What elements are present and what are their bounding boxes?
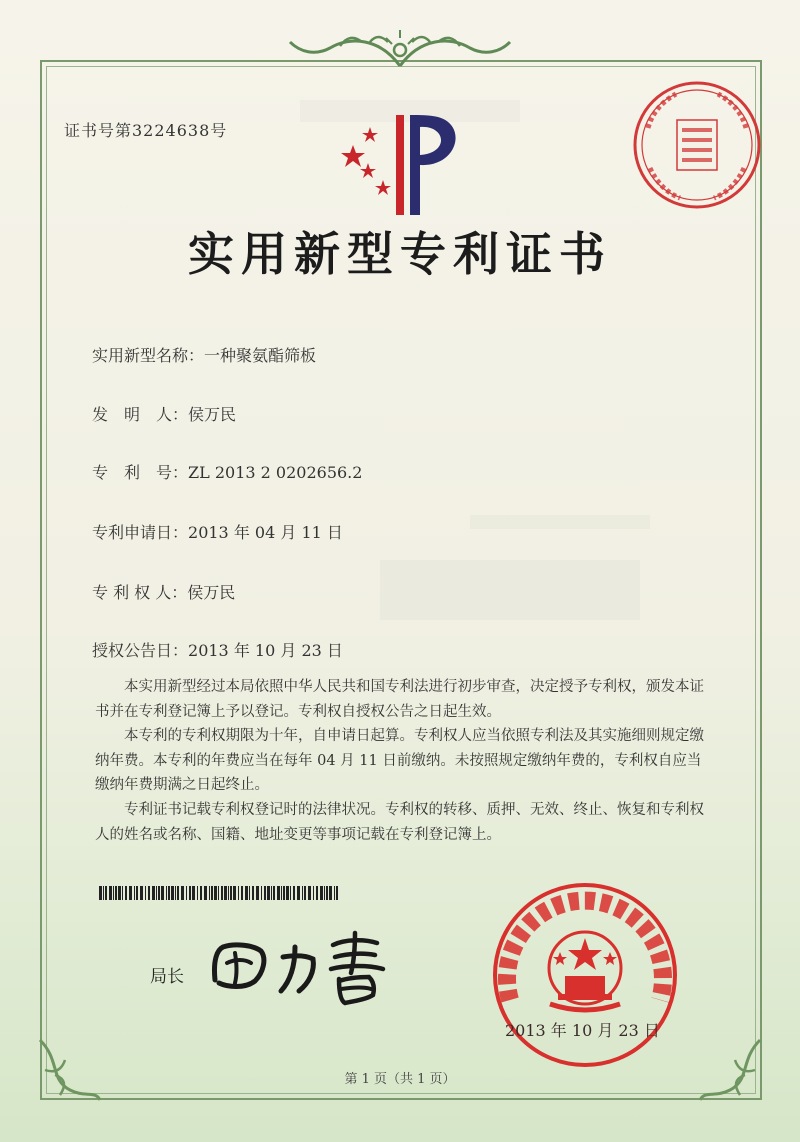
barcode-bar [181, 886, 184, 900]
barcode-bar [224, 886, 227, 900]
barcode-bar [286, 886, 289, 900]
barcode-bar [238, 886, 239, 900]
barcode-bar [297, 886, 300, 900]
director-signature [205, 925, 405, 1010]
barcode-bar [99, 886, 102, 900]
page-number: 第 1 页（共 1 页） [344, 1072, 456, 1087]
barcode-bar [109, 886, 112, 900]
barcode-bar [290, 886, 291, 900]
body-paragraph: 本专利的专利权期限为十年，自申请日起算。专利权人应当依照专利法及其实施细则规定缴纳年费。本专利的年费应当在每年 04 月 11 日前缴纳。未按照规定缴纳年费的，专利权自应当缴纳年费期满之日起终止。 [95, 728, 704, 794]
utility-model-name-field [92, 343, 316, 366]
barcode-bar [197, 886, 198, 900]
barcode-bar [233, 886, 236, 900]
top-ornament [270, 28, 530, 73]
field-label: 专 利 号： [92, 463, 189, 482]
certificate-body [95, 675, 715, 847]
director-label: 局长 [150, 967, 184, 987]
barcode-bar [241, 886, 243, 900]
barcode-bar [320, 886, 323, 900]
field-value: ZL 2013 2 0202656.2 [188, 463, 363, 482]
barcode-bar [283, 886, 285, 900]
barcode-bar [230, 886, 232, 900]
barcode-bar [134, 886, 135, 900]
patent-number-field [92, 460, 362, 483]
barcode-bar [214, 886, 217, 900]
barcode-bar [186, 886, 187, 900]
barcode-bar [105, 886, 107, 900]
barcode-bar [189, 886, 191, 900]
barcode-bar [161, 886, 164, 900]
certificate-title: 实用新型专利证书 [188, 227, 612, 281]
barcode-bar [136, 886, 138, 900]
barcode-bar [200, 886, 202, 900]
barcode-bar [302, 886, 303, 900]
barcode-bar [192, 886, 195, 900]
barcode-bar [125, 886, 127, 900]
barcode [99, 886, 339, 900]
certificate-number: 证书号第3224638号 [64, 121, 228, 140]
field-label: 专 利 权 人： [92, 583, 188, 602]
field-value: 侯万民 [187, 583, 236, 602]
field-label: 发 明 人： [92, 405, 189, 424]
field-value: 侯万民 [188, 405, 237, 424]
barcode-bar [148, 886, 150, 900]
barcode-bar [277, 886, 280, 900]
barcode-bar [166, 886, 167, 900]
barcode-bar [336, 886, 338, 900]
barcode-bar [326, 886, 328, 900]
barcode-bar [264, 886, 266, 900]
barcode-bar [313, 886, 314, 900]
field-label: 实用新型名称： [92, 346, 205, 365]
barcode-bar [204, 886, 207, 900]
barcode-bar [103, 886, 104, 900]
body-paragraph: 专利证书记载专利权登记时的法律状况。专利权的转移、质押、无效、终止、恢复和专利权人的姓名或名称、国籍、地址变更等事项记载在专利登记簿上。 [95, 801, 704, 843]
barcode-bar [293, 886, 295, 900]
barcode-bar [261, 886, 262, 900]
barcode-bar [304, 886, 306, 900]
barcode-bar [140, 886, 143, 900]
barcode-bar [156, 886, 157, 900]
barcode-bar [211, 886, 213, 900]
barcode-bar [245, 886, 248, 900]
barcode-bar [158, 886, 160, 900]
barcode-bar [281, 886, 282, 900]
barcode-bar [118, 886, 121, 900]
field-value: 2013 年 10 月 23 日 [188, 641, 343, 660]
field-label: 专利申请日： [92, 523, 189, 542]
barcode-bar [221, 886, 223, 900]
barcode-bar [115, 886, 117, 900]
barcode-bar [329, 886, 332, 900]
barcode-bar [316, 886, 318, 900]
patentee-field [92, 580, 235, 603]
national-ip-seal [490, 880, 680, 1070]
barcode-bar [334, 886, 335, 900]
barcode-bar [308, 886, 311, 900]
cnipa-logo [338, 105, 478, 225]
barcode-bar [171, 886, 174, 900]
barcode-bar [228, 886, 229, 900]
barcode-bar [122, 886, 123, 900]
barcode-bar [177, 886, 179, 900]
barcode-bar [175, 886, 176, 900]
barcode-bar [273, 886, 275, 900]
grant-date-field [92, 638, 343, 661]
barcode-bar [267, 886, 270, 900]
barcode-bar [252, 886, 254, 900]
field-label: 授权公告日： [92, 641, 189, 660]
body-paragraph: 本实用新型经过本局依照中华人民共和国专利法进行初步审查，决定授予专利权，颁发本证书并在专利登记簿上予以登记。专利权自授权公告之日起生效。 [95, 679, 704, 720]
barcode-bar [113, 886, 114, 900]
barcode-bar [218, 886, 219, 900]
barcode-bar [168, 886, 170, 900]
field-value: 2013 年 04 月 11 日 [188, 523, 343, 542]
barcode-bar [256, 886, 259, 900]
barcode-bar [152, 886, 155, 900]
barcode-bar [129, 886, 132, 900]
inventor-field [92, 402, 236, 425]
field-value: 一种聚氨酯筛板 [204, 346, 317, 365]
filing-date-field [92, 520, 343, 543]
tax-stamp-seal [630, 78, 765, 213]
barcode-bar [271, 886, 272, 900]
barcode-bar [249, 886, 250, 900]
seal-date: 2013 年 10 月 23 日 [505, 1021, 660, 1040]
barcode-bar [145, 886, 146, 900]
barcode-bar [324, 886, 325, 900]
barcode-bar [209, 886, 210, 900]
